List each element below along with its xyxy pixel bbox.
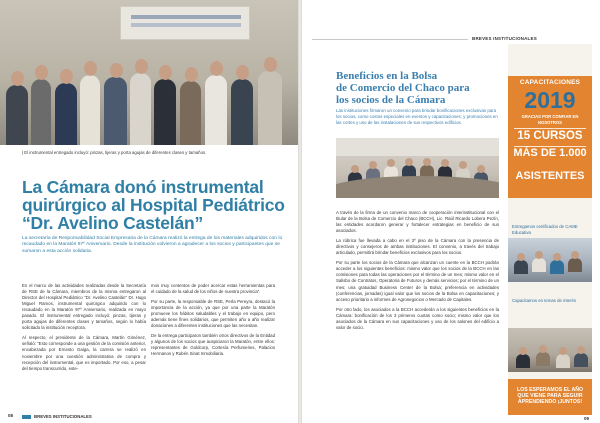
sidebar-attendees: ASISTENTES bbox=[515, 170, 585, 182]
person-figure bbox=[154, 79, 176, 145]
paragraph: Al respecto, el presidente de la Cámara, Martín Giménez, señaló: “Esto corresponde a una gestión de la comisión anterior, encabezada por Ernesto Gaiga, la carrera se realizó en noviembre por una cuestión administrativa de compra y recepción del instrumental, que es importado. Por eso, a pesar del tiempo transcurrido, este- bbox=[22, 335, 146, 371]
article-lead: La secretaría de Responsabilidad Social Empresaria de la Cámara realizó la entrega de los materiales adquiridos con lo recaudado en la Maratón 97º Aniversario. Desde la institución volvieron a agradecer a los socios y participantes que se sumaron a esta acción solidaria. bbox=[22, 236, 283, 254]
person-figure bbox=[205, 75, 227, 145]
person-figure bbox=[55, 83, 77, 145]
sidebar-year: 2019 bbox=[524, 87, 576, 113]
left-page bbox=[0, 0, 298, 423]
person-figure bbox=[80, 75, 100, 145]
article-title bbox=[336, 70, 506, 107]
person-figure bbox=[31, 79, 51, 145]
sidebar-thanks: GRACIAS POR CONFIAR EN NOSOTROS bbox=[521, 114, 579, 125]
meeting-table bbox=[336, 176, 499, 198]
person-figure bbox=[104, 77, 127, 145]
person-figure bbox=[130, 73, 151, 145]
right-page bbox=[302, 0, 600, 423]
section-tag: BREVES INSTITUCIONALES bbox=[472, 36, 537, 41]
sidebar-divider bbox=[514, 128, 586, 129]
seated-figure bbox=[516, 354, 530, 368]
person-figure bbox=[6, 85, 28, 145]
sidebar-more-than: MÁS DE 1.000 bbox=[513, 147, 587, 159]
photo-wall bbox=[336, 138, 499, 156]
capacitaciones-sidebar bbox=[508, 44, 592, 379]
seated-figure bbox=[550, 260, 564, 274]
certificates-photo bbox=[508, 238, 592, 282]
article-column-1 bbox=[22, 283, 146, 376]
sidebar-caption: Capacitamos en temas de interés bbox=[512, 298, 577, 303]
page-number: 09 bbox=[584, 416, 590, 421]
left-footer bbox=[0, 411, 298, 423]
title-line: de Comercio del Chaco para bbox=[336, 82, 470, 95]
paragraph: Por su parte, la responsable de RSE, Perla Pereyra, destacó la importancia de la acción, ya que por una parte la Maratón promueve los hábitos saludables y el trabajo en equipo, pero además tiene fines solidarios, que permiten año a año realizar donaciones a diferentes instituciones que las necesitan. bbox=[151, 299, 275, 329]
footer-accent-bar bbox=[22, 415, 31, 419]
paragraph: Por su parte los socios de la Cámara que alcanzan un cuente en la BCCH podrán acceder a los siguientes beneficios: mismo valor que los socios de la BCCH en las comisiones para todas las operaciones por el término de un mes; mismo valor en el Salisbo de Contratos, Operatoria de Futuros y demás servicios; por el término de un mes; una gratuidad Business Center de la Bolsa; preferencia en actividades (conferencias, jornadas) igual valor que los socios de la Bolsa en capacitaciones; y acceso prioritario a informes de Agronegocios o Mercado de Capitales. bbox=[336, 260, 499, 302]
person-figure bbox=[258, 71, 282, 145]
seated-figure bbox=[574, 353, 588, 367]
photo-caption: | El instrumental entregado incluyó: pinzas, tijeras y porta agujas de diferentes clases y tamaños. bbox=[22, 150, 207, 155]
seated-figure bbox=[532, 258, 546, 272]
seated-figure bbox=[556, 354, 570, 368]
title-line: Beneficios en la Bolsa bbox=[336, 70, 438, 82]
title-line: La Cámara donó instrumental bbox=[22, 177, 264, 197]
page-number: 08 bbox=[8, 413, 14, 418]
article-title bbox=[22, 178, 290, 232]
seated-figure bbox=[536, 352, 550, 366]
meeting-photo bbox=[336, 138, 499, 198]
banner-backdrop bbox=[120, 6, 250, 40]
article-body bbox=[336, 210, 499, 335]
title-line: “Dr. Avelino Castelán” bbox=[22, 213, 204, 233]
sidebar-kicker: CAPACITACIONES bbox=[519, 79, 581, 86]
training-photo bbox=[508, 328, 592, 372]
sidebar-courses: 15 CURSOS bbox=[517, 130, 583, 142]
seated-figure bbox=[514, 260, 528, 274]
seated-figure bbox=[568, 258, 582, 272]
paragraph: La rúbrica fue llevada a cabo en el 3º piso de la Cámara con la presencia de directivos y consejeros de ambas instituciones. El convenio, a través del trabajo articulado, permitirá brindar beneficios exclusivos para los socios. bbox=[336, 238, 499, 256]
paragraph: En el marco de las actividades realizadas desde la Secretaría de RSE de la Cámara, miembros de la misma entregaron al Director del Hospital Pediátrico “Dr. Avelino Castelán” Dr. Hugo Miguel Ramos, instrumental quirúrgico adquirido con lo recaudado en la Maratón 97º Aniversario, realizada en mayo pasado. El instrumental entregado incluyó: pinzas, tijeras y porta agujas de diferentes clases y tamaños, según lo había solicitado la institución receptora. bbox=[22, 283, 146, 331]
hero-photo-group bbox=[0, 0, 298, 145]
sidebar-footer-text: LOS ESPERAMOS EL AÑO QUE VIENE PARA SEGUIR APRENDIENDO ¡JUNTOS! bbox=[516, 387, 583, 406]
title-line: los socios de la Cámara bbox=[336, 94, 446, 107]
paragraph: De la entrega participaron también otros directivos de la Entidad y algunos de los socios que auspiciaron la Maratón, entre ellos: representantes de Goldcorp, Cortesía Perfumeries, Palacios Hermanos y Rubén Sinat Inmobiliaria. bbox=[151, 333, 275, 357]
sidebar-highlight-box bbox=[508, 76, 592, 198]
footer-section-label: BREVES INSTITUCIONALES bbox=[34, 413, 92, 419]
person-figure bbox=[231, 79, 253, 145]
person-figure bbox=[180, 81, 201, 145]
article-column-2 bbox=[151, 283, 275, 362]
article-lead: Las instituciones firmaron un convenio para brindar bonificaciones exclusivas para los socios, como costos especiales en eventos y capacitaciones; y promociones en las cortes y uso de las instalaciones de sus respectivos edificios. bbox=[336, 108, 498, 126]
paragraph: A través de la firma de un convenio marco de cooperación interinstitucional con el titular de la Bolsa de Comercio del Chaco (BCCH), Lic. Raúl Ricardo Lobera Pezín, las entidades acordaron generar y fortalecer estrategias en beneficio de sus asociados. bbox=[336, 210, 499, 234]
title-line: quirúrgico al Hospital Pediátrico bbox=[22, 195, 285, 215]
section-divider bbox=[312, 39, 468, 40]
paragraph: mos muy contentos de poder acercar estas herramientas para el cuidado de la salud de los niños de nuestra provincia”. bbox=[151, 283, 275, 295]
paragraph: Por otro lado, los asociados a la BCCH accederán a los siguientes beneficios en la Cámara: bonificación de los 3 primeros cuotas como socio; mismo valor que los asociados de la Cámara en sus capacitaciones y uso de los salones del edificio a valor de socio. bbox=[336, 306, 499, 330]
sidebar-footer-box bbox=[508, 379, 592, 415]
sidebar-caption: Entregamos certificados de CAME Educativa bbox=[512, 224, 578, 235]
